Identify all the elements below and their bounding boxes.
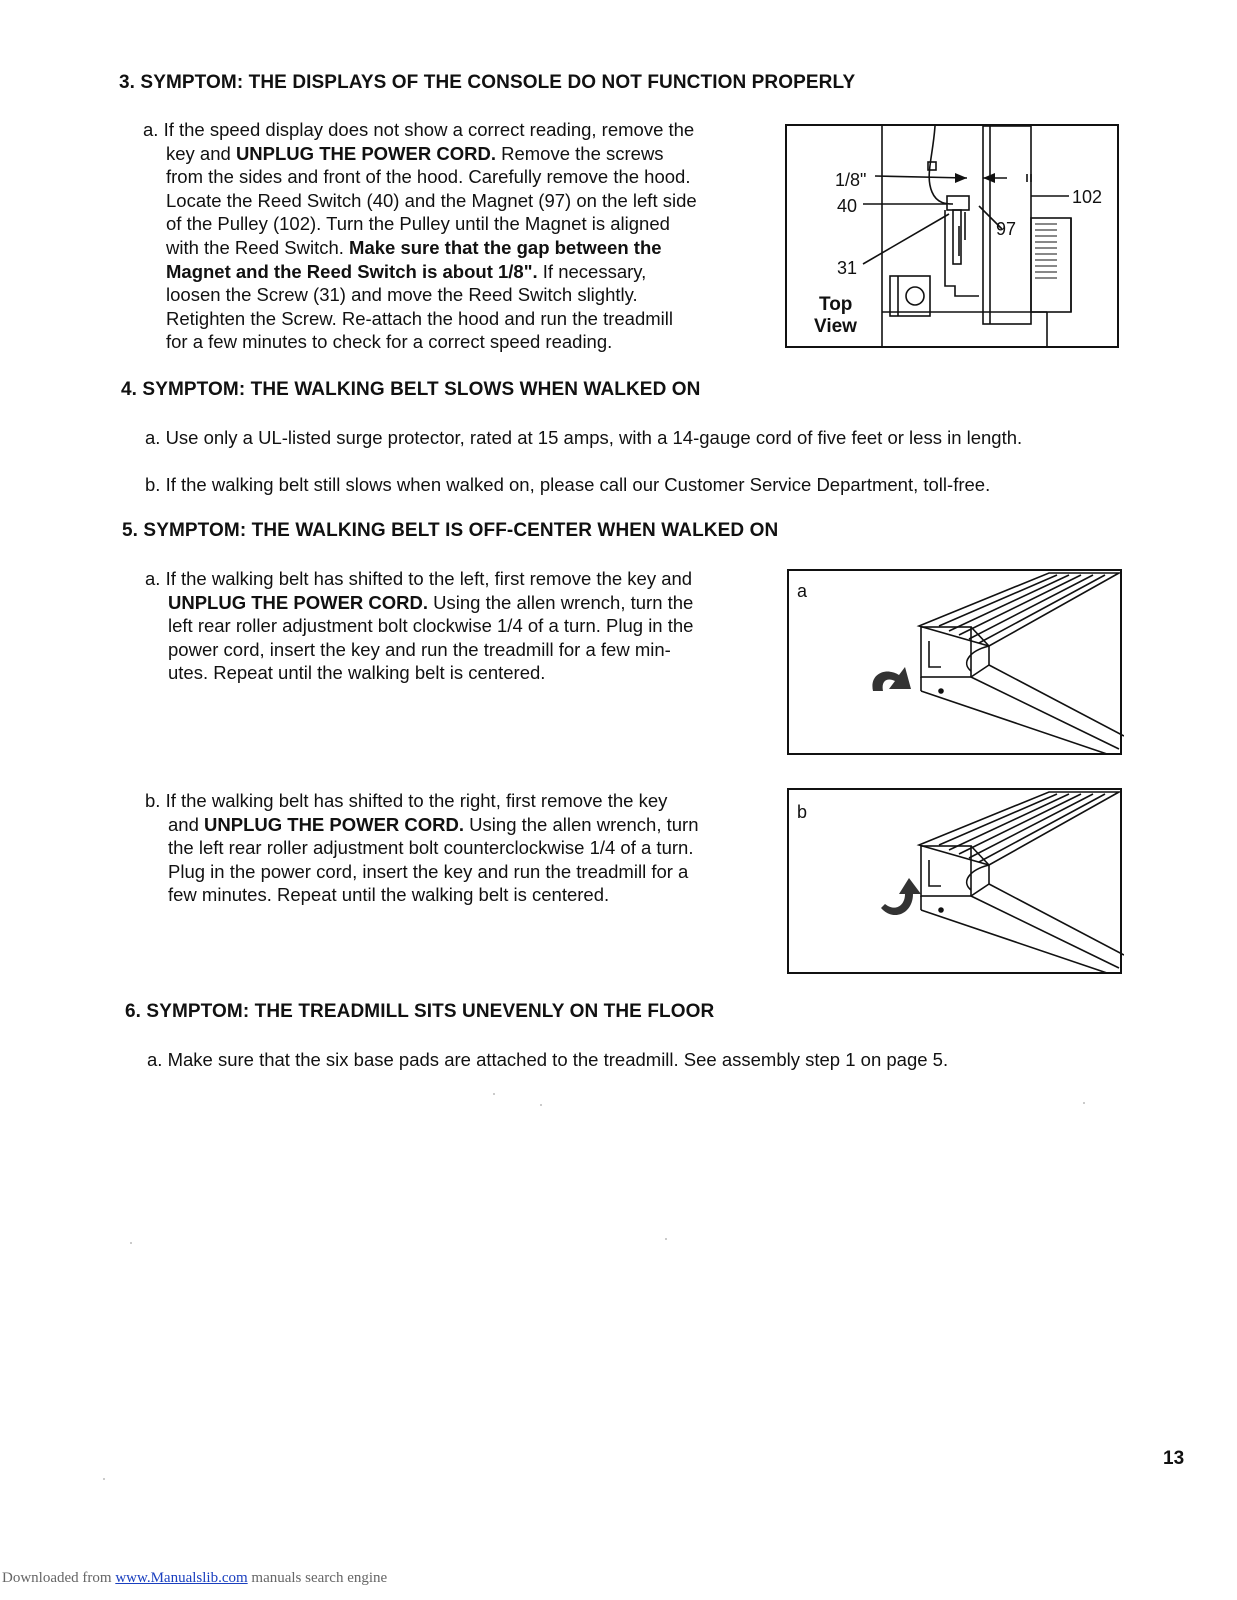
- view-label-line2: View: [814, 316, 857, 337]
- counterclockwise-arrow-icon: [881, 878, 921, 915]
- footer-suffix: manuals search engine: [247, 1570, 388, 1586]
- warning-text: UNPLUG THE POWER CORD.: [235, 142, 496, 164]
- screw-callout: 31: [837, 258, 858, 278]
- text-line: with the Reed Switch.: [166, 236, 350, 258]
- section-5-item-b: [145, 789, 699, 907]
- view-label-line1: Top: [819, 294, 853, 315]
- manualslib-link[interactable]: www.Manualslib.com: [115, 1570, 248, 1586]
- emphasis-text: Magnet and the Reed Switch is about 1/8".: [166, 260, 538, 282]
- text-line: Locate the Reed Switch (40) and the Magnet (97) on the left side: [166, 189, 697, 211]
- section-3-heading: 3. SYMPTOM: THE DISPLAYS OF THE CONSOLE DO NOT FUNCTION PROPERLY: [119, 72, 856, 93]
- section-6-heading: 6. SYMPTOM: THE TREADMILL SITS UNEVENLY ON THE FLOOR: [125, 1001, 715, 1022]
- text-line: left rear roller adjustment bolt clockwise 1/4 of a turn. Plug in the: [168, 615, 694, 637]
- text-line: power cord, insert the key and run the treadmill for a few min-: [168, 638, 671, 660]
- section-6-item-a: a. Make sure that the six base pads are attached to the treadmill. See assembly step 1 on page 5.: [147, 1049, 949, 1070]
- warning-text: UNPLUG THE POWER CORD.: [168, 591, 429, 613]
- text-line: and: [168, 813, 205, 835]
- text-line: If the walking belt has shifted to the right, first remove the key: [165, 790, 668, 811]
- text-line: utes. Repeat until the walking belt is centered.: [168, 662, 546, 684]
- magnet-callout: 97: [996, 219, 1017, 239]
- scan-speck: [493, 1093, 495, 1095]
- section-3-item-a: [143, 118, 697, 354]
- text-line: the left rear roller adjustment bolt counterclockwise 1/4 of a turn.: [168, 837, 694, 859]
- text-line: loosen the Screw (31) and move the Reed Switch slightly.: [166, 284, 638, 306]
- text-line: few minutes. Repeat until the walking belt is centered.: [168, 884, 610, 906]
- text-line: Plug in the power cord, insert the key and run the treadmill for a: [168, 860, 689, 882]
- scan-speck: [1083, 1102, 1085, 1104]
- gap-label: 1/8": [835, 170, 867, 190]
- emphasis-text: Make sure that the gap between the: [349, 236, 662, 258]
- text-line: key and: [166, 142, 236, 164]
- text-line: of the Pulley (102). Turn the Pulley until the Magnet is aligned: [166, 213, 670, 235]
- page-number: 13: [1163, 1448, 1185, 1469]
- section-5-item-a: [145, 567, 693, 685]
- scan-speck: [130, 1242, 132, 1244]
- footer-prefix: Downloaded from: [2, 1570, 116, 1586]
- counterclockwise-adjustment-diagram: [789, 790, 1124, 976]
- section-5-heading: 5. SYMPTOM: THE WALKING BELT IS OFF-CENTER WHEN WALKED ON: [122, 520, 779, 541]
- section-4-item-a: a. Use only a UL-listed surge protector, rated at 15 amps, with a 14-gauge cord of five feet or less in length.: [145, 427, 1023, 448]
- item-marker: a.: [143, 119, 159, 140]
- item-marker: b.: [145, 790, 161, 811]
- reed-switch-top-view-figure: [785, 124, 1119, 348]
- text-line: If the speed display does not show a correct reading, remove the: [163, 119, 695, 140]
- section-4-item-b: b. If the walking belt still slows when walked on, please call our Customer Service Department, toll-free.: [145, 474, 991, 495]
- text-line: from the sides and front of the hood. Carefully remove the hood.: [166, 166, 691, 188]
- scan-speck: [103, 1478, 105, 1480]
- figure-a-label: a: [797, 581, 808, 601]
- download-footer: [2, 1570, 387, 1587]
- text-line: Using the allen wrench, turn: [464, 813, 699, 835]
- reed-switch-callout: 40: [837, 196, 858, 216]
- pulley-callout: 102: [1072, 187, 1103, 207]
- text-line: If the walking belt has shifted to the left, first remove the key and: [165, 568, 693, 589]
- reed-switch-diagram: [787, 126, 1121, 350]
- text-line: for a few minutes to check for a correct speed reading.: [166, 331, 613, 353]
- text-line: If necessary,: [537, 260, 647, 282]
- text-line: Retighten the Screw. Re-attach the hood and run the treadmill: [166, 307, 673, 329]
- scan-speck: [665, 1238, 667, 1240]
- text-line: Remove the screws: [495, 142, 664, 164]
- text-line: Using the allen wrench, turn the: [428, 591, 694, 613]
- warning-text: UNPLUG THE POWER CORD.: [204, 813, 465, 835]
- belt-left-shift-figure: [787, 569, 1122, 755]
- section-4-heading: 4. SYMPTOM: THE WALKING BELT SLOWS WHEN WALKED ON: [121, 379, 701, 400]
- scan-speck: [540, 1104, 542, 1106]
- figure-b-label: b: [797, 802, 808, 822]
- clockwise-arrow-icon: [872, 667, 911, 691]
- belt-right-shift-figure: [787, 788, 1122, 974]
- clockwise-adjustment-diagram: [789, 571, 1124, 757]
- item-marker: a.: [145, 568, 161, 589]
